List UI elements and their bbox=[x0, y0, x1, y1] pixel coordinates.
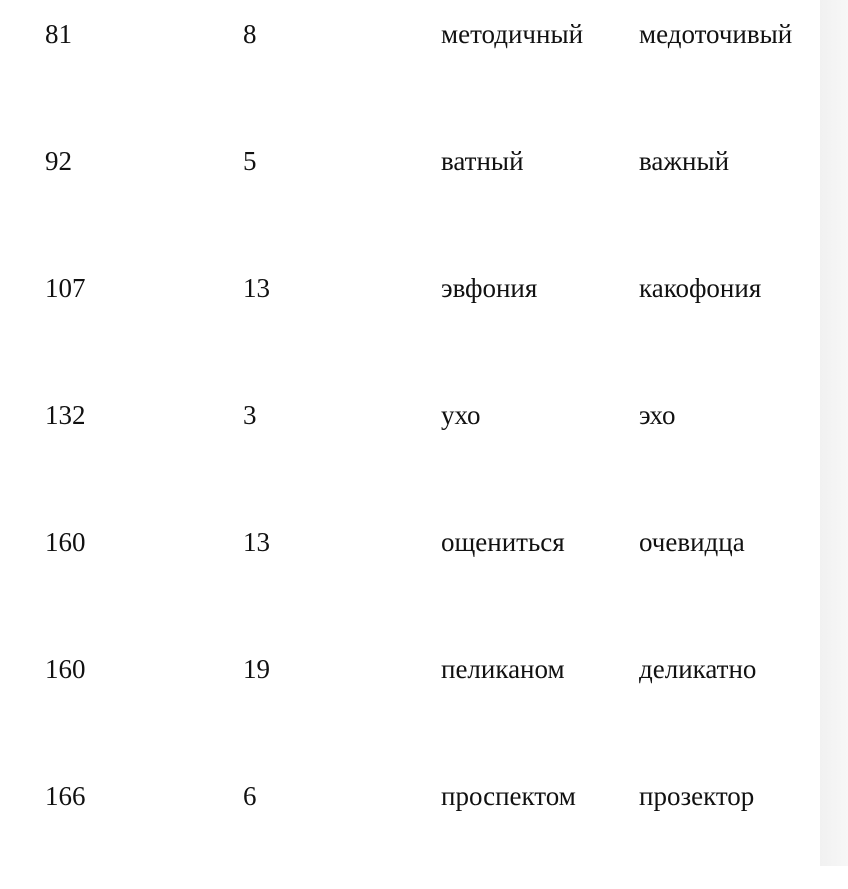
table-row bbox=[0, 635, 820, 762]
line-number: 13 bbox=[243, 273, 270, 303]
page-number: 160 bbox=[45, 527, 86, 557]
counterpart-word-cell bbox=[639, 635, 820, 762]
word-cell bbox=[441, 381, 639, 508]
word: ощениться bbox=[441, 527, 565, 557]
table-row bbox=[0, 127, 820, 254]
page-number-cell bbox=[0, 381, 243, 508]
line-number: 6 bbox=[243, 781, 257, 811]
line-number-cell bbox=[243, 508, 441, 635]
word: эвфония bbox=[441, 273, 538, 303]
page-number-cell bbox=[0, 762, 243, 889]
line-number: 5 bbox=[243, 146, 257, 176]
counterpart-word: важный bbox=[639, 146, 730, 176]
line-number-cell bbox=[243, 635, 441, 762]
counterpart-word: деликатно bbox=[639, 654, 757, 684]
table-row bbox=[0, 762, 820, 889]
line-number: 3 bbox=[243, 400, 257, 430]
table-row bbox=[0, 254, 820, 381]
line-number-cell bbox=[243, 254, 441, 381]
word-cell bbox=[441, 0, 639, 127]
word-cell bbox=[441, 762, 639, 889]
page-number: 132 bbox=[45, 400, 86, 430]
table-row bbox=[0, 508, 820, 635]
page-number-cell bbox=[0, 0, 243, 127]
word: ватный bbox=[441, 146, 524, 176]
counterpart-word-cell bbox=[639, 762, 820, 889]
word: проспектом bbox=[441, 781, 576, 811]
line-number-cell bbox=[243, 381, 441, 508]
line-number-cell bbox=[243, 0, 441, 127]
table-row bbox=[0, 381, 820, 508]
counterpart-word: какофония bbox=[639, 273, 762, 303]
word-cell bbox=[441, 127, 639, 254]
word-cell bbox=[441, 254, 639, 381]
line-number: 13 bbox=[243, 527, 270, 557]
word: пеликаном bbox=[441, 654, 565, 684]
counterpart-word-cell bbox=[639, 381, 820, 508]
word-cell bbox=[441, 635, 639, 762]
page-number-cell bbox=[0, 508, 243, 635]
line-number-cell bbox=[243, 762, 441, 889]
word-cell bbox=[441, 508, 639, 635]
line-number: 8 bbox=[243, 19, 257, 49]
word: методичный bbox=[441, 19, 584, 49]
page-number: 160 bbox=[45, 654, 86, 684]
counterpart-word-cell bbox=[639, 127, 820, 254]
counterpart-word: медоточивый bbox=[639, 19, 793, 49]
counterpart-word-cell bbox=[639, 254, 820, 381]
line-number: 19 bbox=[243, 654, 270, 684]
counterpart-word: очевидца bbox=[639, 527, 745, 557]
page-number: 107 bbox=[45, 273, 86, 303]
counterpart-word-cell bbox=[639, 0, 820, 127]
word: ухо bbox=[441, 400, 481, 430]
page-number: 81 bbox=[45, 19, 72, 49]
page-number-cell bbox=[0, 254, 243, 381]
page-number-cell bbox=[0, 127, 243, 254]
page-number-cell bbox=[0, 635, 243, 762]
page-edge-shadow bbox=[820, 0, 848, 866]
line-number-cell bbox=[243, 127, 441, 254]
counterpart-word: эхо bbox=[639, 400, 676, 430]
page-number: 166 bbox=[45, 781, 86, 811]
counterpart-word: прозектор bbox=[639, 781, 755, 811]
page-number: 92 bbox=[45, 146, 72, 176]
table-row bbox=[0, 0, 820, 127]
counterpart-word-cell bbox=[639, 508, 820, 635]
